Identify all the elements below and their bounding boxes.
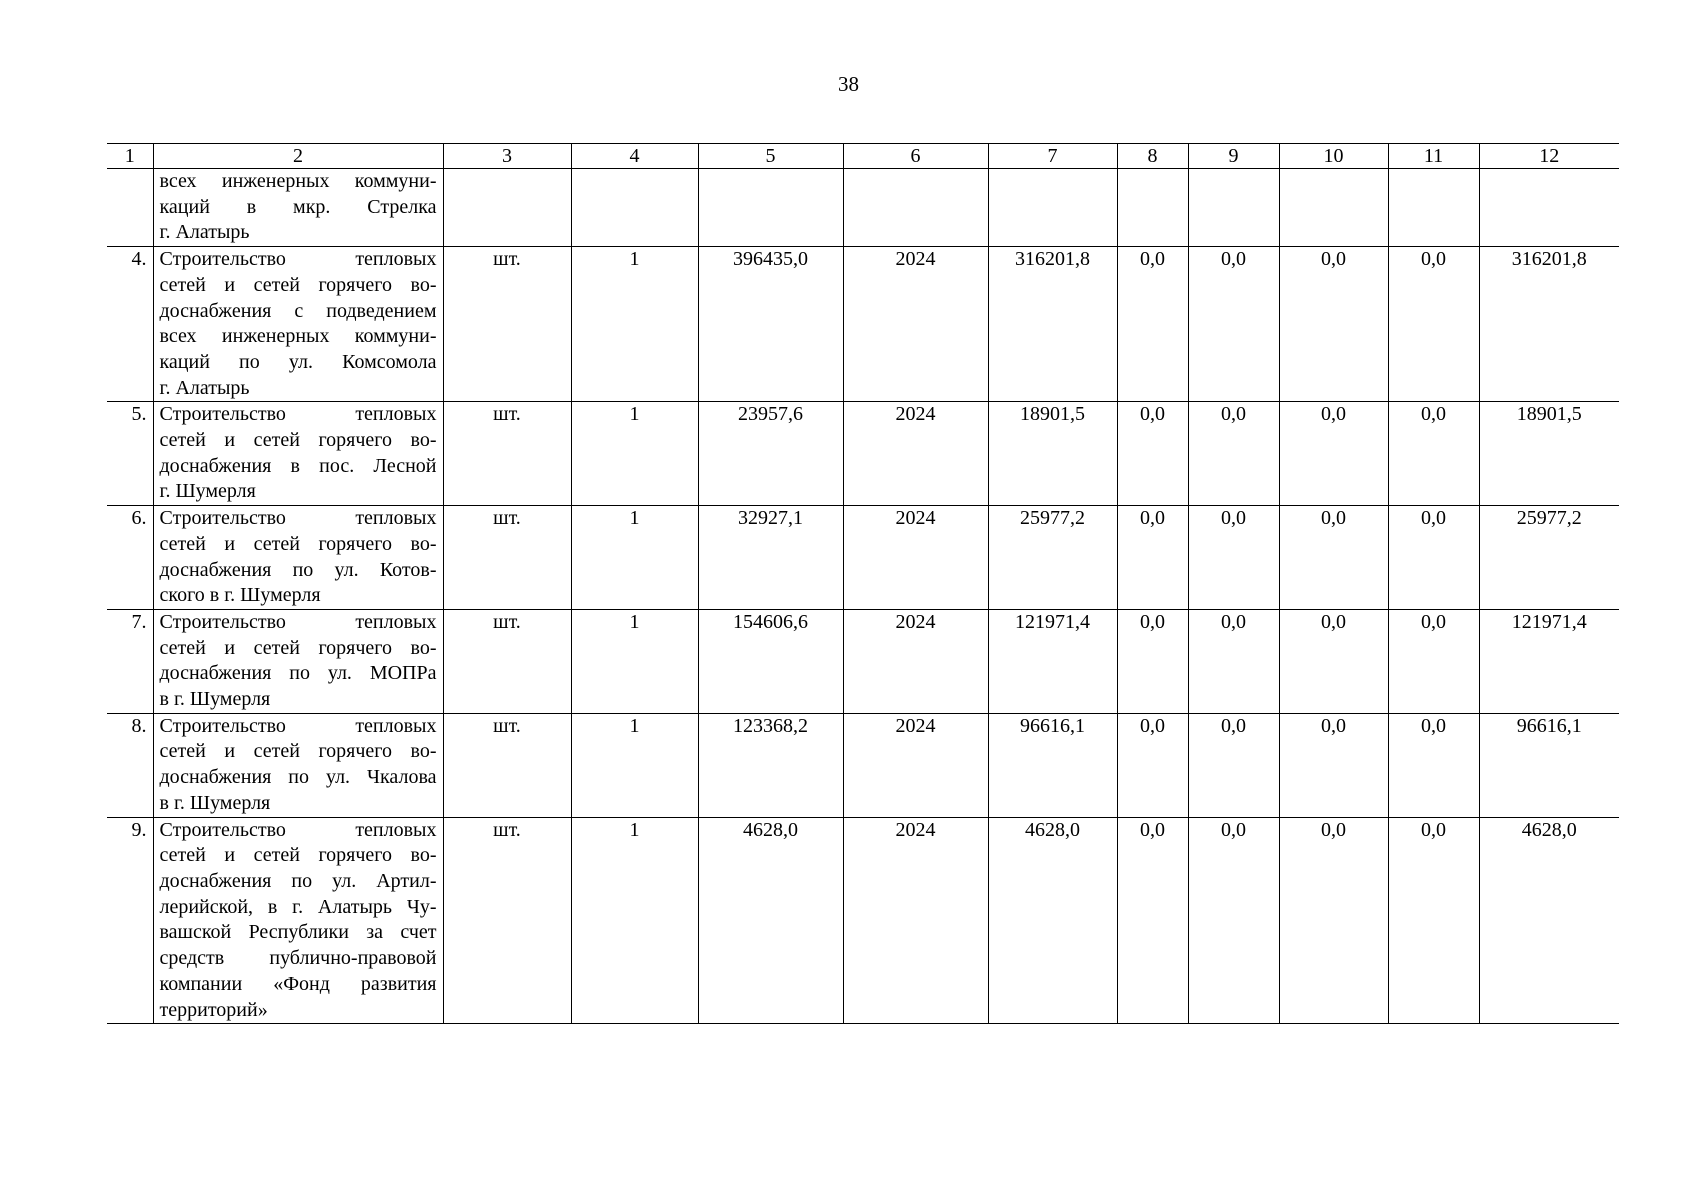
year-cell: 2024: [843, 609, 988, 713]
description-line: сетей и сетей горячего во-: [159, 740, 437, 763]
description-cell: [153, 506, 443, 610]
description-line: в г. Шумерля: [159, 688, 271, 711]
column-8-cell: 0,0: [1117, 247, 1188, 402]
description-line: Строительство тепловых: [159, 248, 437, 271]
column-11-cell: 0,0: [1388, 506, 1479, 610]
row-number-cell: 4.: [107, 247, 153, 402]
column-9-cell: 0,0: [1188, 609, 1279, 713]
description-line: в г. Шумерля: [159, 791, 271, 814]
column-header: 12: [1479, 144, 1619, 169]
table-row: [107, 402, 1619, 506]
column-7-cell: 25977,2: [988, 506, 1117, 610]
row-number-cell: 9.: [107, 817, 153, 1024]
cost-cell: 154606,6: [698, 609, 843, 713]
quantity-cell: 1: [571, 506, 698, 610]
description-line: г. Алатырь: [159, 376, 250, 399]
description-line: всех инженерных коммуни-: [159, 325, 437, 348]
column-7-cell: 121971,4: [988, 609, 1117, 713]
column-9-cell: 0,0: [1188, 402, 1279, 506]
column-7-cell: 316201,8: [988, 247, 1117, 402]
unit-cell: шт.: [443, 402, 571, 506]
cost-cell: 23957,6: [698, 402, 843, 506]
column-9-cell: 0,0: [1188, 506, 1279, 610]
column-header: 1: [107, 144, 153, 169]
column-10-cell: 0,0: [1279, 402, 1388, 506]
column-8-cell: 0,0: [1117, 506, 1188, 610]
column-number-header: [107, 144, 1619, 169]
description-line: доснабжения по ул. Котов-: [159, 558, 437, 581]
table-row: [107, 169, 1619, 247]
column-12-cell: 316201,8: [1479, 247, 1619, 402]
column-11-cell: [1388, 169, 1479, 247]
quantity-cell: 1: [571, 817, 698, 1024]
column-8-cell: 0,0: [1117, 713, 1188, 817]
description-line: каций в мкр. Стрелка: [159, 195, 437, 218]
column-9-cell: 0,0: [1188, 713, 1279, 817]
cost-cell: [698, 169, 843, 247]
description-cell: [153, 713, 443, 817]
description-line: Строительство тепловых: [159, 714, 437, 737]
column-header: 6: [843, 144, 988, 169]
description-line: Строительство тепловых: [159, 610, 437, 633]
unit-cell: шт.: [443, 506, 571, 610]
column-11-cell: 0,0: [1388, 817, 1479, 1024]
column-12-cell: 121971,4: [1479, 609, 1619, 713]
year-cell: [843, 169, 988, 247]
page-number: 38: [838, 72, 859, 96]
description-line: сетей и сетей горячего во-: [159, 273, 437, 296]
column-12-cell: 25977,2: [1479, 506, 1619, 610]
description-line: доснабжения по ул. Артил-: [159, 869, 437, 892]
cost-cell: 123368,2: [698, 713, 843, 817]
column-9-cell: [1188, 169, 1279, 247]
description-line: Строительство тепловых: [159, 507, 437, 530]
quantity-cell: 1: [571, 609, 698, 713]
description-line: сетей и сетей горячего во-: [159, 532, 437, 555]
column-11-cell: 0,0: [1388, 609, 1479, 713]
column-header: 2: [153, 144, 443, 169]
year-cell: 2024: [843, 247, 988, 402]
description-line: Строительство тепловых: [159, 818, 437, 841]
row-number-cell: 5.: [107, 402, 153, 506]
column-header: 8: [1117, 144, 1188, 169]
column-10-cell: 0,0: [1279, 506, 1388, 610]
table-row: [107, 247, 1619, 402]
description-cell: [153, 402, 443, 506]
column-12-cell: 4628,0: [1479, 817, 1619, 1024]
column-7-cell: 96616,1: [988, 713, 1117, 817]
description-cell: [153, 247, 443, 402]
table-row: [107, 817, 1619, 1024]
year-cell: 2024: [843, 713, 988, 817]
row-number-cell: 8.: [107, 713, 153, 817]
description-line: Строительство тепловых: [159, 403, 437, 426]
column-10-cell: 0,0: [1279, 609, 1388, 713]
cost-cell: 4628,0: [698, 817, 843, 1024]
column-10-cell: 0,0: [1279, 247, 1388, 402]
quantity-cell: 1: [571, 247, 698, 402]
description-line: лерийской, в г. Алатырь Чу-: [159, 895, 437, 918]
row-number-cell: 6.: [107, 506, 153, 610]
column-10-cell: 0,0: [1279, 713, 1388, 817]
column-header: 9: [1188, 144, 1279, 169]
description-line: г. Алатырь: [159, 221, 250, 244]
column-8-cell: 0,0: [1117, 817, 1188, 1024]
column-header: 11: [1388, 144, 1479, 169]
table-row: [107, 713, 1619, 817]
column-header: 10: [1279, 144, 1388, 169]
cost-cell: 32927,1: [698, 506, 843, 610]
description-cell: [153, 169, 443, 247]
column-7-cell: [988, 169, 1117, 247]
description-cell: [153, 609, 443, 713]
table-body: [107, 169, 1619, 1024]
description-line: каций по ул. Комсомола: [159, 350, 437, 373]
description-line: доснабжения в пос. Лесной: [159, 454, 437, 477]
description-line: ского в г. Шумерля: [159, 584, 321, 607]
column-8-cell: 0,0: [1117, 402, 1188, 506]
column-7-cell: 4628,0: [988, 817, 1117, 1024]
data-table: [107, 143, 1619, 1024]
year-cell: 2024: [843, 402, 988, 506]
column-header: 7: [988, 144, 1117, 169]
table-row: [107, 506, 1619, 610]
description-line: компании «Фонд развития: [159, 972, 437, 995]
column-8-cell: [1117, 169, 1188, 247]
quantity-cell: 1: [571, 713, 698, 817]
description-line: сетей и сетей горячего во-: [159, 844, 437, 867]
year-cell: 2024: [843, 817, 988, 1024]
unit-cell: шт.: [443, 817, 571, 1024]
column-7-cell: 18901,5: [988, 402, 1117, 506]
column-12-cell: 96616,1: [1479, 713, 1619, 817]
column-11-cell: 0,0: [1388, 247, 1479, 402]
unit-cell: шт.: [443, 247, 571, 402]
column-header: 5: [698, 144, 843, 169]
unit-cell: шт.: [443, 713, 571, 817]
column-12-cell: 18901,5: [1479, 402, 1619, 506]
description-line: г. Шумерля: [159, 480, 256, 503]
description-line: территорий»: [159, 998, 268, 1021]
column-8-cell: 0,0: [1117, 609, 1188, 713]
row-number-cell: [107, 169, 153, 247]
row-number-cell: 7.: [107, 609, 153, 713]
description-cell: [153, 817, 443, 1024]
column-11-cell: 0,0: [1388, 402, 1479, 506]
quantity-cell: [571, 169, 698, 247]
description-line: сетей и сетей горячего во-: [159, 429, 437, 452]
column-header: 3: [443, 144, 571, 169]
column-10-cell: [1279, 169, 1388, 247]
column-10-cell: 0,0: [1279, 817, 1388, 1024]
column-9-cell: 0,0: [1188, 247, 1279, 402]
description-line: сетей и сетей горячего во-: [159, 636, 437, 659]
unit-cell: шт.: [443, 609, 571, 713]
description-line: доснабжения по ул. МОПРа: [159, 662, 437, 685]
year-cell: 2024: [843, 506, 988, 610]
unit-cell: [443, 169, 571, 247]
description-line: доснабжения с подведением: [159, 299, 437, 322]
column-9-cell: 0,0: [1188, 817, 1279, 1024]
column-12-cell: [1479, 169, 1619, 247]
quantity-cell: 1: [571, 402, 698, 506]
description-line: всех инженерных коммуни-: [159, 170, 437, 192]
description-line: средств публично-правовой: [159, 947, 437, 970]
cost-cell: 396435,0: [698, 247, 843, 402]
column-11-cell: 0,0: [1388, 713, 1479, 817]
description-line: вашской Республики за счет: [159, 921, 437, 944]
table-row: [107, 609, 1619, 713]
description-line: доснабжения по ул. Чкалова: [159, 766, 437, 789]
column-header: 4: [571, 144, 698, 169]
